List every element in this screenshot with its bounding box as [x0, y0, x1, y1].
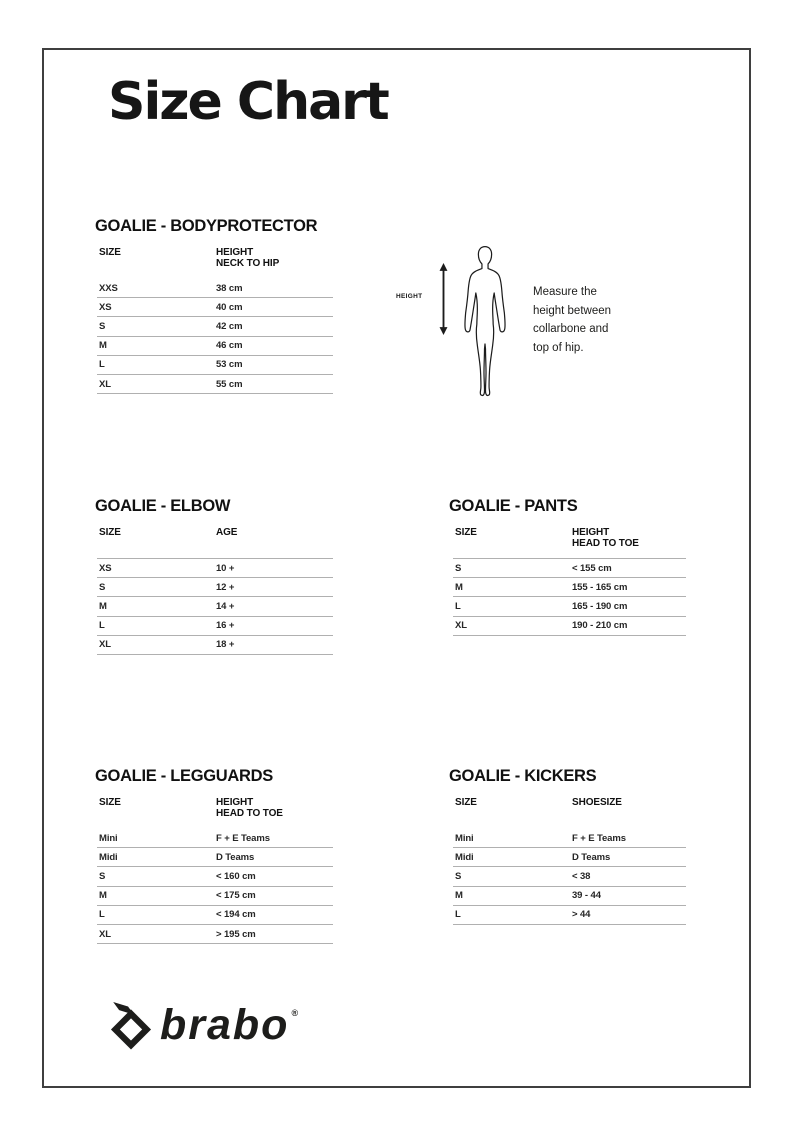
- value-cell: 10 +: [216, 562, 235, 574]
- table-row: [453, 617, 686, 636]
- table-row: [97, 636, 333, 655]
- column-header-size: SIZE: [99, 797, 121, 808]
- value-cell: > 195 cm: [216, 928, 256, 940]
- note-line: collarbone and: [533, 323, 609, 336]
- section-heading-pants: GOALIE - PANTS: [449, 497, 578, 515]
- value-cell: 16 +: [216, 620, 235, 632]
- value-cell: F + E Teams: [572, 832, 626, 844]
- section-heading-legguards: GOALIE - LEGGUARDS: [95, 767, 273, 785]
- brabo-wordmark: brabo: [160, 1001, 290, 1049]
- value-cell: 53 cm: [216, 359, 243, 371]
- size-cell: Mini: [455, 832, 474, 844]
- value-cell: < 160 cm: [216, 870, 256, 882]
- table-row: [97, 617, 333, 636]
- note-line: top of hip.: [533, 341, 584, 354]
- value-cell: 165 - 190 cm: [572, 600, 628, 612]
- table-header-pants: [453, 527, 686, 549]
- size-cell: S: [99, 870, 106, 882]
- size-cell: XL: [455, 620, 467, 632]
- table-row: [97, 867, 333, 886]
- table-row: [97, 829, 333, 848]
- section-heading-bodyprotector: GOALIE - BODYPROTECTOR: [95, 217, 318, 235]
- size-cell: XL: [99, 928, 111, 940]
- value-cell: 55 cm: [216, 378, 243, 390]
- value-cell: 38 cm: [216, 282, 243, 294]
- table-row: [97, 317, 333, 336]
- table-header-elbow: [97, 527, 333, 538]
- value-cell: 190 - 210 cm: [572, 620, 628, 632]
- size-cell: L: [455, 909, 461, 921]
- table-row: [97, 848, 333, 867]
- size-cell: XS: [99, 301, 112, 313]
- table-header-kickers: [453, 797, 686, 808]
- table-row: [97, 925, 333, 944]
- size-cell: M: [455, 890, 463, 902]
- table-pants: [453, 558, 686, 636]
- value-cell: 12 +: [216, 581, 235, 593]
- value-cell: 46 cm: [216, 340, 243, 352]
- table-kickers: [453, 829, 686, 925]
- table-row: [97, 559, 333, 578]
- table-bodyprotector: [97, 279, 333, 394]
- value-cell: < 175 cm: [216, 890, 256, 902]
- size-cell: XL: [99, 378, 111, 390]
- value-cell: 42 cm: [216, 320, 243, 332]
- size-cell: XL: [99, 639, 111, 651]
- column-header-value: AGE: [216, 527, 238, 538]
- size-cell: S: [99, 581, 106, 593]
- size-cell: S: [455, 870, 462, 882]
- value-cell: 18 +: [216, 639, 235, 651]
- column-header-value: HEIGHT NECK TO HIP: [216, 247, 280, 269]
- note-line: Measure the: [533, 286, 597, 298]
- table-row: [97, 906, 333, 925]
- value-cell: D Teams: [216, 851, 255, 863]
- value-cell: D Teams: [572, 851, 611, 863]
- size-cell: XXS: [99, 282, 118, 294]
- table-row: [453, 848, 686, 867]
- value-cell: 155 - 165 cm: [572, 581, 628, 593]
- value-cell: > 44: [572, 909, 591, 921]
- table-row: [453, 887, 686, 906]
- table-row: [97, 279, 333, 298]
- table-row: [453, 867, 686, 886]
- column-header-value: HEIGHT HEAD TO TOE: [216, 797, 283, 819]
- human-figure-icon: [458, 242, 512, 398]
- table-row: [453, 559, 686, 578]
- table-row: [97, 578, 333, 597]
- brabo-logo-icon: [108, 999, 154, 1051]
- table-header-bodyprotector: [97, 247, 333, 269]
- height-arrow-icon: [438, 263, 449, 335]
- value-cell: 39 - 44: [572, 890, 601, 902]
- column-header-size: SIZE: [99, 247, 121, 258]
- column-header-size: SIZE: [455, 527, 477, 538]
- section-heading-kickers: GOALIE - KICKERS: [449, 767, 597, 785]
- table-row: [453, 906, 686, 925]
- value-cell: 40 cm: [216, 301, 243, 313]
- table-header-legguards: [97, 797, 333, 819]
- table-row: [97, 356, 333, 375]
- table-legguards: [97, 829, 333, 944]
- size-cell: M: [99, 890, 107, 902]
- size-cell: L: [99, 909, 105, 921]
- size-cell: L: [99, 359, 105, 371]
- table-row: [453, 597, 686, 616]
- note-line: height between: [533, 304, 612, 317]
- column-header-size: SIZE: [455, 797, 477, 808]
- table-row: [453, 578, 686, 597]
- size-cell: S: [455, 562, 462, 574]
- value-cell: 14 +: [216, 600, 235, 612]
- size-cell: S: [99, 320, 106, 332]
- table-elbow: [97, 558, 333, 655]
- column-header-value: SHOESIZE: [572, 797, 622, 808]
- size-cell: Mini: [99, 832, 118, 844]
- table-row: [97, 337, 333, 356]
- table-row: [97, 887, 333, 906]
- table-row: [97, 298, 333, 317]
- page-title: Size Chart: [108, 72, 388, 132]
- size-cell: Midi: [455, 851, 474, 863]
- size-cell: M: [455, 581, 463, 593]
- size-cell: M: [99, 340, 107, 352]
- section-heading-elbow: GOALIE - ELBOW: [95, 497, 231, 515]
- table-row: [97, 375, 333, 394]
- size-cell: M: [99, 600, 107, 612]
- size-cell: XS: [99, 562, 112, 574]
- registered-trademark: ®: [291, 1008, 299, 1018]
- size-cell: Midi: [99, 851, 118, 863]
- value-cell: < 38: [572, 870, 591, 882]
- size-cell: L: [99, 620, 105, 632]
- size-chart-page: [42, 48, 751, 1088]
- column-header-value: HEIGHT HEAD TO TOE: [572, 527, 639, 549]
- table-row: [97, 597, 333, 616]
- value-cell: F + E Teams: [216, 832, 270, 844]
- measurement-note: [533, 283, 653, 357]
- column-header-size: SIZE: [99, 527, 121, 538]
- size-cell: L: [455, 600, 461, 612]
- value-cell: < 155 cm: [572, 562, 612, 574]
- brabo-logo: [108, 999, 298, 1051]
- value-cell: < 194 cm: [216, 909, 256, 921]
- table-row: [453, 829, 686, 848]
- height-measure-label: HEIGHT: [396, 293, 423, 300]
